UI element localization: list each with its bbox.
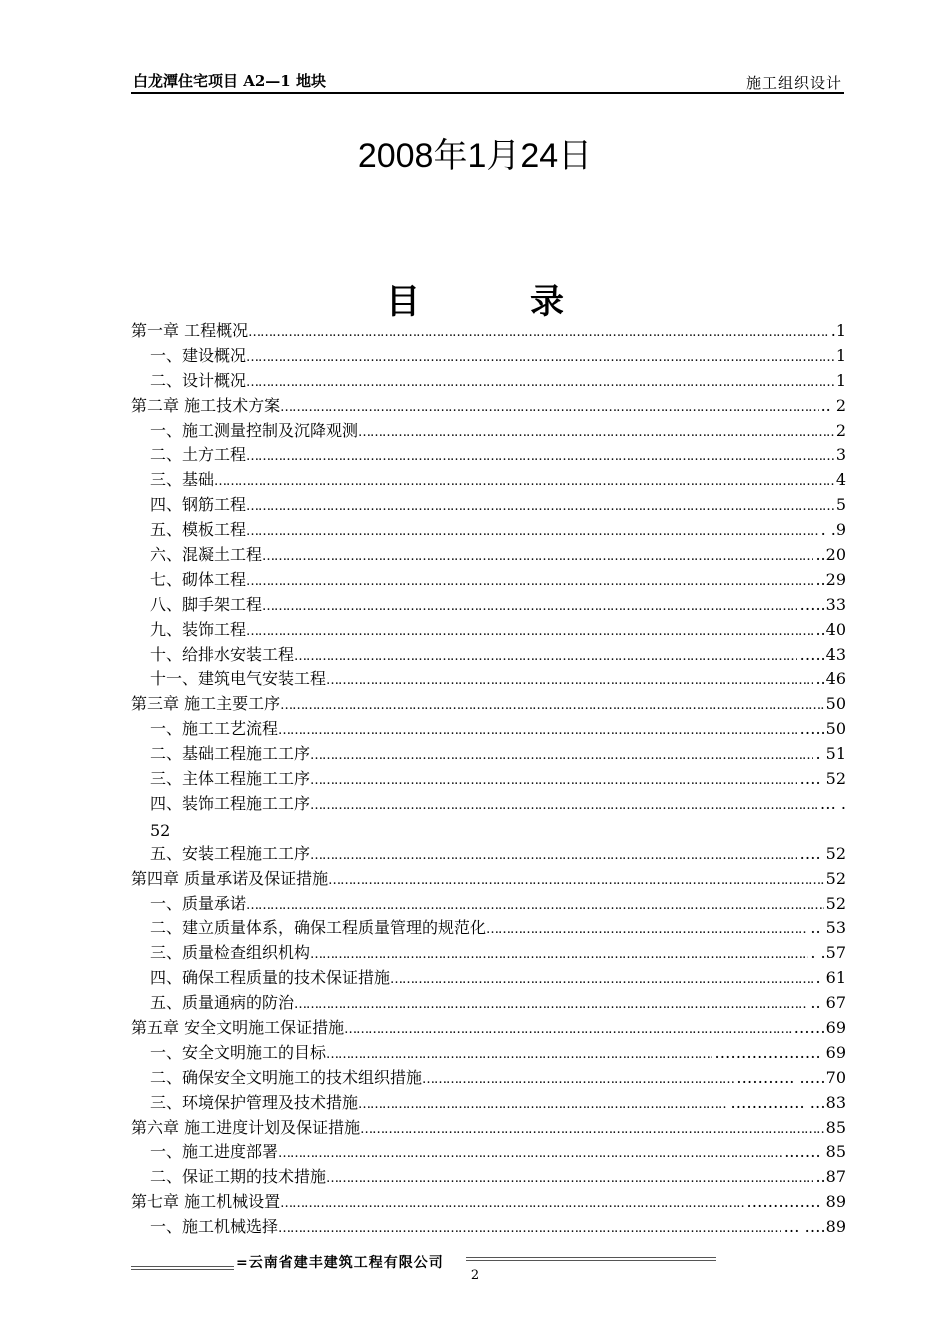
toc-entry-label: 三、基础: [150, 470, 215, 490]
toc-leader-dots: [294, 645, 797, 668]
table-of-contents: [131, 319, 846, 1240]
toc-leader-dots: [262, 595, 797, 618]
toc-entry-label: 第一章 工程概况: [131, 321, 249, 340]
toc-leader-dots: [278, 1142, 782, 1165]
toc-entry-page: 85: [825, 1117, 846, 1137]
toc-section-entry[interactable]: [131, 1066, 846, 1091]
header-project-name: 白龙潭住宅项目 A2—1 地块: [133, 72, 326, 90]
toc-entry-label: 一、施工机械选择: [150, 1217, 279, 1237]
toc-entry-label: 三、主体工程施工工序: [150, 769, 311, 789]
toc-leader-dots: [278, 719, 797, 742]
toc-section-entry[interactable]: [131, 1140, 846, 1165]
toc-entry-label: 第二章 施工技术方案: [131, 395, 281, 415]
toc-leader-dots: [422, 1068, 734, 1091]
toc-entry-page: .. 67: [810, 993, 846, 1013]
toc-entry-label: 七、砌体工程: [150, 569, 247, 589]
toc-leader-dots: [280, 396, 818, 419]
toc-leader-dots: [310, 794, 818, 819]
toc-section-entry[interactable]: [131, 618, 846, 643]
toc-leader-dots: [326, 1167, 813, 1190]
toc-entry-page: …..43: [799, 644, 846, 664]
toc-leader-dots: [294, 993, 808, 1016]
toc-entry-label: 二、保证工期的技术措施: [150, 1167, 327, 1187]
toc-leader-dots: [310, 844, 797, 867]
toc-section-entry[interactable]: [131, 1091, 846, 1116]
toc-section-entry[interactable]: [131, 1215, 846, 1240]
toc-leader-dots: [310, 943, 808, 966]
toc-section-entry[interactable]: [131, 344, 846, 369]
toc-entry-label: 三、环境保护管理及技术措施: [150, 1092, 359, 1112]
toc-title-char-1: 目: [386, 282, 420, 322]
toc-entry-label: 五、质量通病的防治: [150, 993, 295, 1013]
toc-entry-label: 一、施工进度部署: [150, 1142, 279, 1162]
toc-section-entry[interactable]: [131, 518, 846, 543]
toc-section-entry[interactable]: [131, 717, 846, 742]
toc-leader-dots: [358, 1093, 728, 1116]
toc-leader-dots: [246, 371, 834, 394]
toc-leader-dots: [390, 968, 813, 991]
toc-entry-label: 四、确保工程质量的技术保证措施: [150, 968, 391, 988]
toc-leader-dots: [326, 669, 813, 692]
toc-entry-page: .. 53: [810, 918, 846, 938]
toc-title: [0, 274, 950, 323]
toc-entry-page: … ….89: [783, 1217, 846, 1237]
toc-section-entry[interactable]: [131, 892, 846, 917]
toc-entry-page: 52: [825, 868, 846, 888]
toc-chapter-entry[interactable]: [131, 867, 846, 892]
toc-title-char-2: 录: [530, 282, 564, 322]
toc-leader-dots: [246, 346, 834, 369]
toc-entry-label: 五、安装工程施工工序: [150, 843, 311, 863]
toc-entry-page: 1: [835, 345, 846, 365]
toc-entry-page: .1: [830, 321, 846, 340]
toc-leader-dots: [262, 545, 813, 568]
toc-entry-label: 二、建立质量体系，确保工程质量管理的规范化: [150, 918, 487, 938]
date-line: 2008年1月24日: [357, 137, 593, 175]
toc-section-entry[interactable]: [131, 941, 846, 966]
toc-entry-label: 二、基础工程施工工序: [150, 744, 311, 764]
toc-entry-label: 第三章 施工主要工序: [131, 694, 281, 714]
toc-section-entry[interactable]: [131, 842, 846, 867]
toc-entry-page: ..29: [815, 569, 846, 589]
toc-leader-dots: [326, 1043, 712, 1066]
toc-leader-dots: [344, 1018, 792, 1041]
toc-section-entry[interactable]: [131, 493, 846, 518]
toc-leader-dots: [246, 620, 813, 643]
toc-entry-label: 第七章 施工机械设置: [131, 1192, 281, 1212]
footer-company-name: =云南省建丰建筑工程有限公司: [236, 1255, 444, 1271]
toc-entry-page: ..87: [815, 1167, 846, 1187]
toc-entry-page: …. 52: [799, 769, 846, 789]
toc-entry-page: …..33: [799, 594, 846, 614]
toc-entry-page: ……69: [793, 1017, 846, 1037]
toc-section-entry[interactable]: [131, 1041, 846, 1066]
toc-entry-label: 四、装饰工程施工工序: [150, 793, 311, 813]
toc-entry-label: 二、设计概况: [150, 370, 247, 390]
toc-leader-dots: [278, 1217, 781, 1240]
toc-entry-label: 第六章 施工进度计划及保证措施: [131, 1117, 361, 1137]
toc-section-entry[interactable]: [131, 543, 846, 568]
toc-leader-dots: [246, 520, 819, 543]
toc-chapter-entry[interactable]: [131, 692, 846, 717]
toc-entry-page: ……….…. 89: [746, 1192, 846, 1212]
toc-section-entry[interactable]: [131, 568, 846, 593]
toc-chapter-entry[interactable]: [131, 1190, 846, 1215]
toc-entry-label: 六、混凝土工程: [150, 545, 263, 565]
toc-section-entry[interactable]: [131, 1165, 846, 1190]
toc-leader-dots: [246, 894, 824, 917]
toc-entry-label: 九、装饰工程: [150, 619, 247, 639]
toc-leader-dots: [246, 570, 813, 593]
toc-leader-dots: [358, 421, 834, 444]
toc-entry-page-wrapped: 52: [150, 820, 171, 840]
toc-entry-page: ...…. 85: [784, 1142, 846, 1162]
toc-section-entry[interactable]: [131, 593, 846, 618]
toc-entry-page: 1: [835, 370, 846, 390]
toc-section-entry[interactable]: [131, 742, 846, 767]
toc-leader-dots: [310, 769, 797, 792]
toc-entry-label: 十一、建筑电气安装工程: [150, 669, 327, 689]
toc-entry-page: . .57: [810, 943, 846, 963]
toc-leader-dots: [246, 495, 834, 518]
toc-leader-dots: [486, 918, 808, 941]
toc-entry-label: 三、质量检查组织机构: [150, 943, 311, 963]
toc-section-entry[interactable]: [131, 468, 846, 493]
toc-entry-page: . 61: [815, 968, 846, 988]
toc-entry-page: 52: [825, 893, 846, 913]
toc-entry-label: 二、土方工程: [150, 445, 247, 465]
toc-entry-label: 一、建设概况: [150, 345, 247, 365]
toc-section-entry[interactable]: [131, 369, 846, 394]
toc-leader-dots: [280, 1192, 744, 1215]
toc-leader-dots: [248, 321, 829, 344]
page-number: 2: [470, 1268, 480, 1283]
toc-section-entry[interactable]: [131, 667, 846, 692]
toc-entry-label: 一、施工工艺流程: [150, 719, 279, 739]
toc-entry-label: 第四章 质量承诺及保证措施: [131, 868, 329, 888]
toc-entry-label: 八、脚手架工程: [150, 594, 263, 614]
toc-entry-page: 3: [835, 445, 846, 465]
toc-entry-label: 二、确保安全文明施工的技术组织措施: [150, 1067, 423, 1087]
toc-entry-label: 一、质量承诺: [150, 893, 247, 913]
toc-entry-page: ..46: [815, 669, 846, 689]
toc-entry-page: …. 52: [799, 843, 846, 863]
header-document-type: 施工组织设计: [745, 74, 842, 92]
toc-leader-dots: [246, 445, 834, 468]
toc-entry-page: ..40: [815, 619, 846, 639]
toc-entry-page: ..20: [815, 545, 846, 565]
toc-entry-page: …..50: [799, 719, 846, 739]
footer-right-rule: [466, 1257, 716, 1261]
toc-section-entry[interactable]: [131, 767, 846, 792]
toc-entry-page: 50: [825, 694, 846, 714]
toc-leader-dots: [360, 1118, 824, 1141]
toc-section-entry[interactable]: [131, 966, 846, 991]
toc-entry-page: 2: [835, 420, 846, 440]
toc-entry-page: . .9: [820, 520, 846, 540]
toc-entry-page: . 51: [815, 744, 846, 764]
toc-section-entry[interactable]: [131, 419, 846, 444]
toc-entry-label: 一、施工测量控制及沉降观测: [150, 420, 359, 440]
toc-entry-label: 五、模板工程: [150, 520, 247, 540]
toc-chapter-entry[interactable]: [131, 394, 846, 419]
toc-entry-label: 第五章 安全文明施工保证措施: [131, 1017, 345, 1037]
toc-leader-dots: [310, 744, 813, 767]
toc-chapter-entry[interactable]: [131, 319, 846, 344]
toc-leader-dots: [280, 694, 824, 717]
toc-entry-page: .. 2: [820, 395, 846, 415]
toc-entry-page: …………….…. 69: [714, 1042, 846, 1062]
toc-entry-label: 十、给排水安装工程: [150, 644, 295, 664]
toc-entry-page: 4: [835, 470, 846, 490]
toc-leader-dots: [214, 470, 834, 493]
toc-section-entry[interactable]: [131, 443, 846, 468]
header-rule: [131, 92, 844, 94]
toc-entry-label: 一、安全文明施工的目标: [150, 1042, 327, 1062]
toc-entry-page: 5: [835, 495, 846, 515]
toc-leader-dots: [328, 869, 824, 892]
toc-entry-label: 四、钢筋工程: [150, 495, 247, 515]
toc-section-entry[interactable]: [131, 991, 846, 1016]
toc-entry-page: ……….. ..…70: [736, 1067, 846, 1087]
toc-section-entry[interactable]: [131, 643, 846, 668]
toc-chapter-entry[interactable]: [131, 1116, 846, 1141]
toc-chapter-entry[interactable]: [131, 1016, 846, 1041]
toc-section-entry[interactable]: [131, 916, 846, 941]
toc-entry-page: … .: [819, 793, 846, 813]
toc-entry-page: ……….…. …83: [730, 1092, 846, 1112]
toc-section-entry[interactable]: [131, 792, 846, 842]
